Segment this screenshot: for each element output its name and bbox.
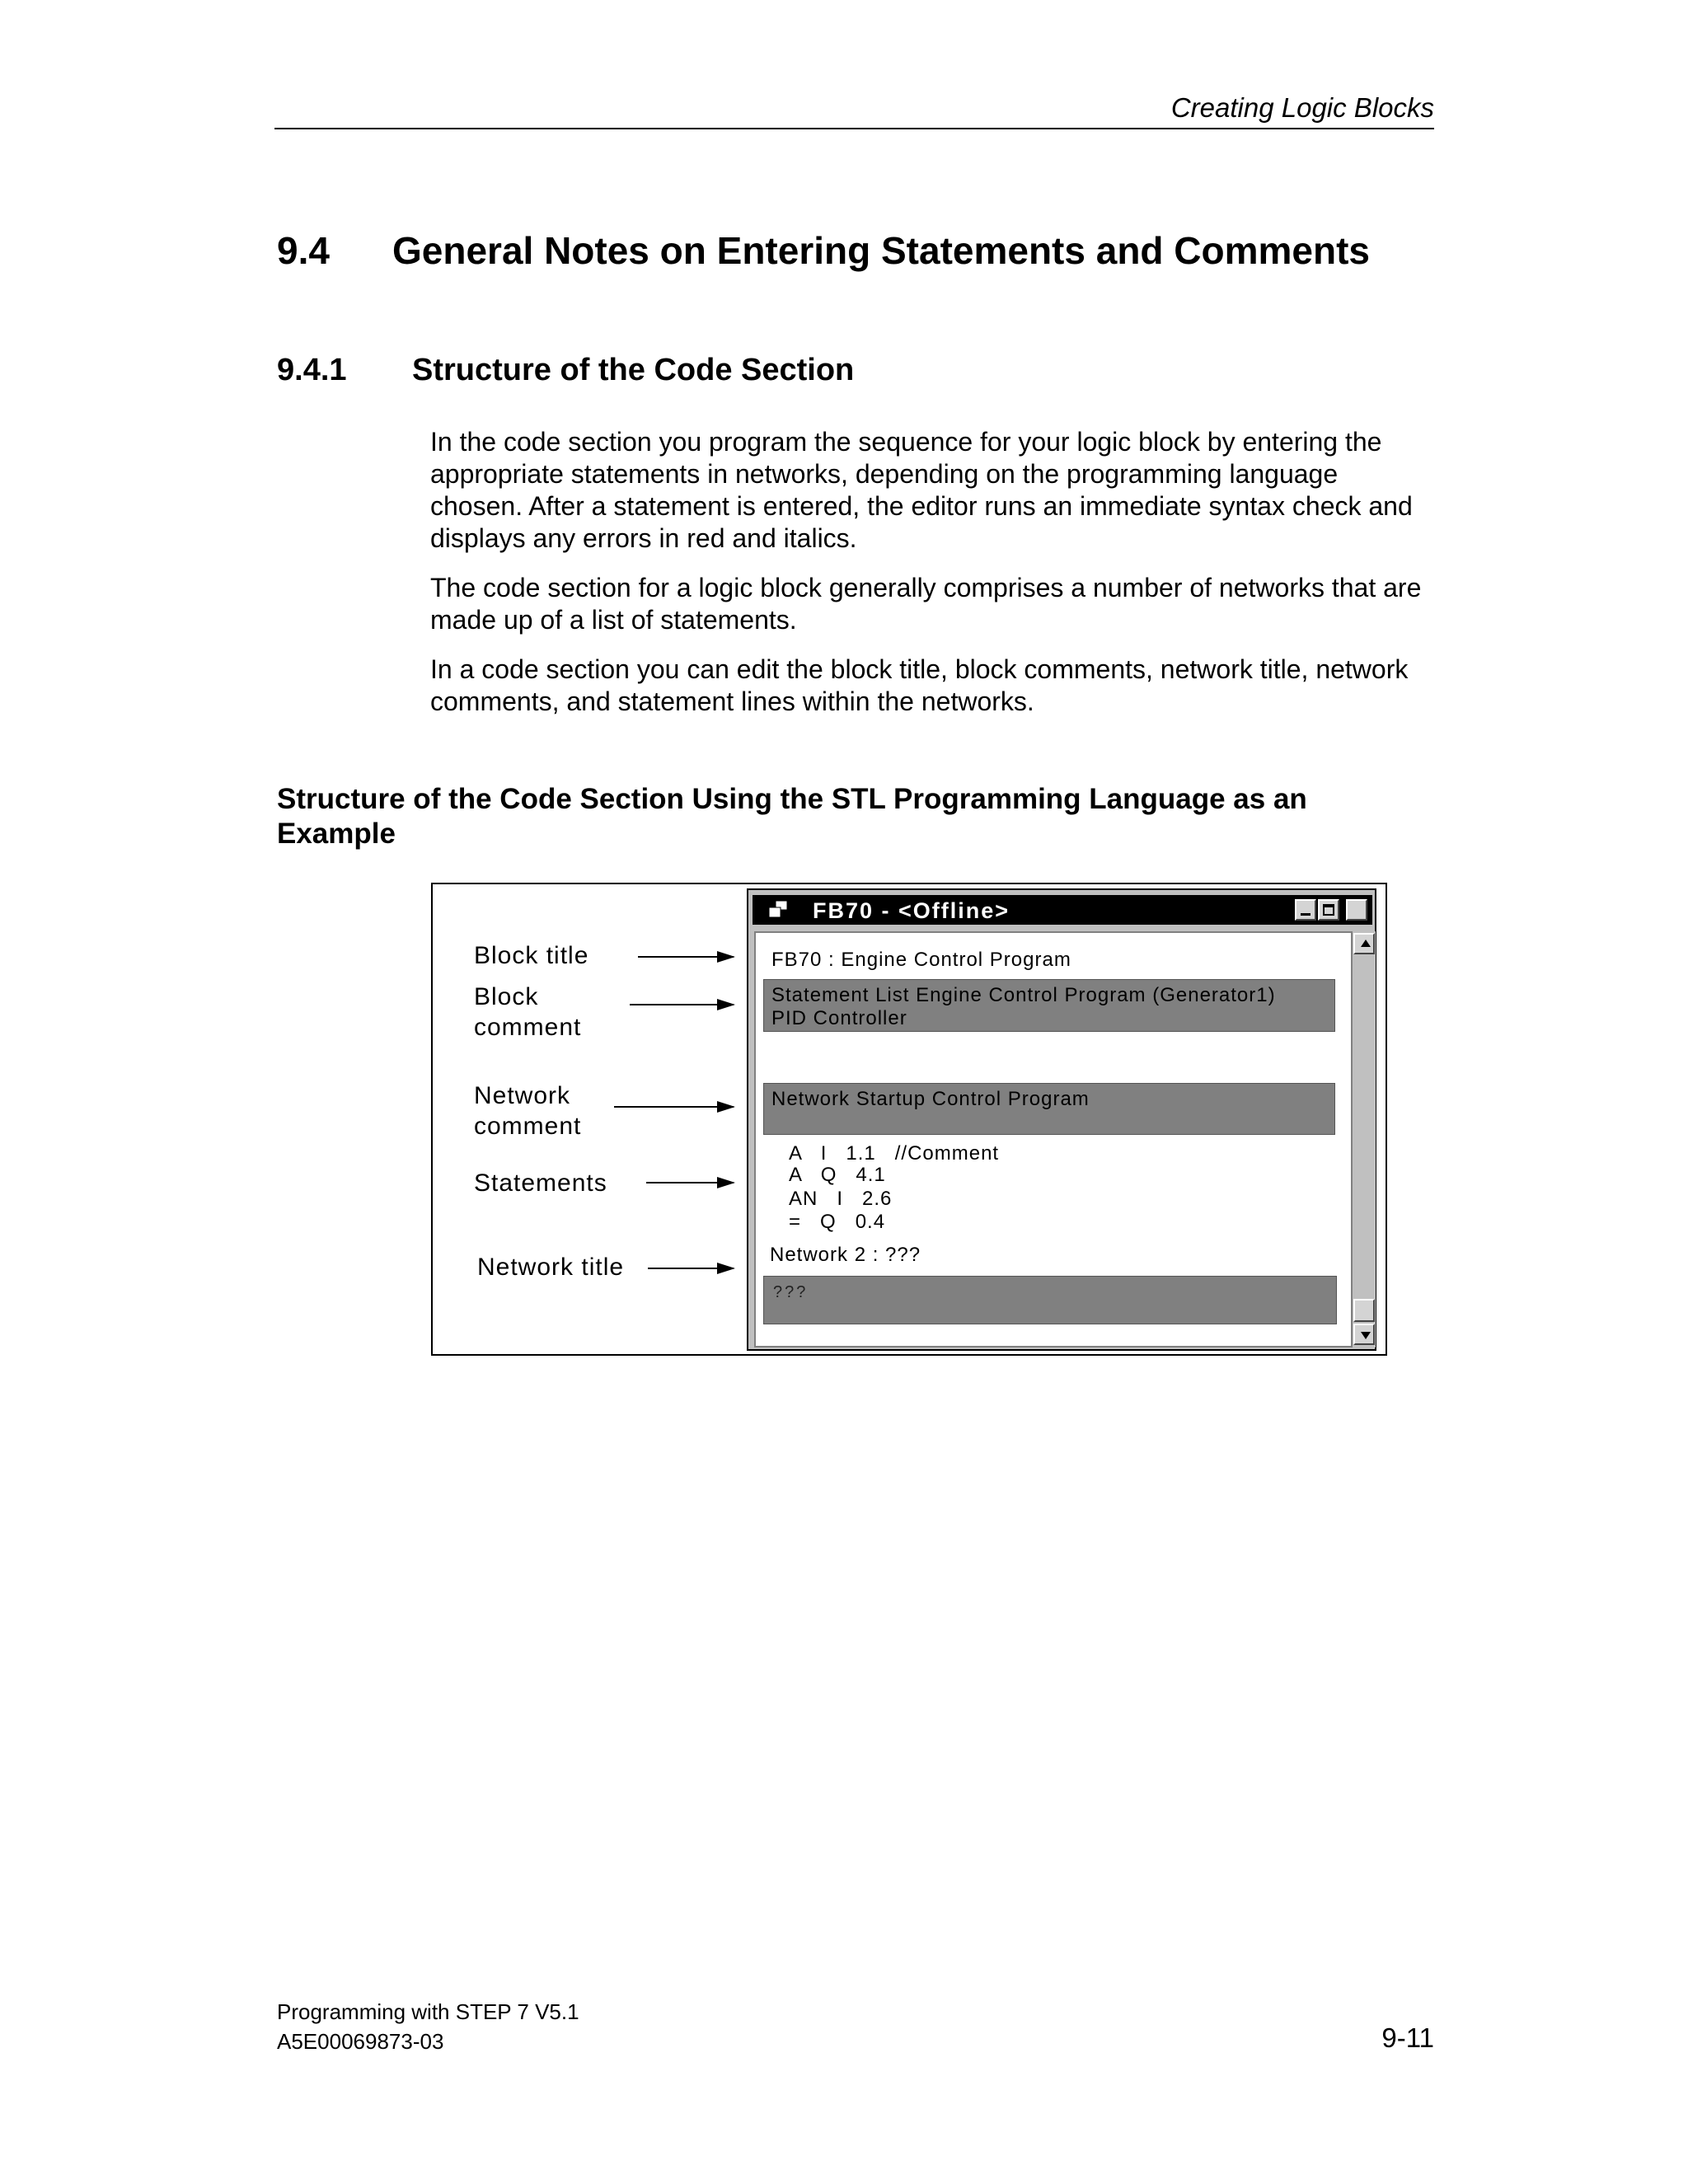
minimize-button[interactable] (1295, 899, 1316, 921)
block-title-field[interactable]: FB70 : Engine Control Program (771, 949, 1071, 971)
subsection-title: Structure of the Code Section (412, 353, 855, 387)
paragraph-3: In a code section you can edit the block title, block comments, network title, network comments, and statement lines within the networks. (430, 654, 1409, 716)
block-comment-line-1: Statement List Engine Control Program (Generator1) (771, 984, 1276, 1006)
label-block-title: Block title (474, 942, 589, 969)
arrow-up-icon (1361, 940, 1371, 947)
running-head: Creating Logic Blocks (1170, 92, 1434, 123)
arrow-network-comment (614, 1106, 734, 1108)
label-block-comment-2: comment (474, 1014, 582, 1041)
statement-line-4[interactable]: = Q 0.4 (789, 1211, 886, 1233)
label-network-comment-1: Network (474, 1082, 571, 1109)
window-icon (768, 900, 788, 920)
statement-line-3[interactable]: AN I 2.6 (789, 1188, 893, 1210)
label-block-comment-1: Block (474, 983, 539, 1010)
network-2-comment-text: ??? (773, 1283, 809, 1301)
label-statements: Statements (474, 1169, 607, 1197)
arrow-block-title (638, 956, 734, 958)
arrow-network-title (648, 1268, 734, 1269)
scroll-up-button[interactable] (1353, 933, 1375, 954)
block-comment-line-2: PID Controller (771, 1007, 907, 1029)
figure-heading: Structure of the Code Section Using the STL Programming Language as an Example (277, 783, 1307, 850)
vertical-scrollbar[interactable] (1353, 931, 1376, 1347)
statement-line-2[interactable]: A Q 4.1 (789, 1164, 886, 1186)
scroll-down-button[interactable] (1353, 1324, 1375, 1345)
maximize-button[interactable] (1318, 899, 1339, 921)
footer-title: Programming with STEP 7 V5.1 (277, 1999, 579, 2024)
label-network-comment-2: comment (474, 1113, 582, 1140)
window-title: FB70 - <Offline> (813, 898, 1010, 923)
label-network-title: Network title (477, 1254, 625, 1281)
paragraph-1: In the code section you program the sequence for your logic block by entering the appropriate statements in networks, depending on the programming language chosen. After a statement is entered, the editor runs an immediate syntax check and displays any errors in red and italics. (430, 427, 1413, 553)
network-2-comment-box[interactable] (763, 1276, 1337, 1324)
arrow-statements (646, 1182, 734, 1183)
footer-doc-number: A5E00069873-03 (277, 2029, 444, 2054)
network-comment-text: Network Startup Control Program (771, 1088, 1090, 1110)
paragraph-2: The code section for a logic block generally comprises a number of networks that are made up of a list of statements. (430, 573, 1422, 635)
arrow-down-icon (1361, 1332, 1371, 1339)
statement-line-1[interactable]: A I 1.1 //Comment (789, 1142, 1000, 1165)
page-number: 9-11 (1381, 2022, 1434, 2053)
arrow-block-comment (630, 1004, 734, 1005)
section-title: General Notes on Entering Statements and Comments (392, 229, 1371, 272)
header-rule (274, 128, 1434, 129)
close-button[interactable] (1346, 899, 1367, 921)
scrollbar-thumb[interactable] (1353, 1299, 1375, 1322)
subsection-number: 9.4.1 (277, 353, 347, 387)
network-2-title[interactable]: Network 2 : ??? (770, 1244, 921, 1266)
section-number: 9.4 (277, 229, 330, 272)
